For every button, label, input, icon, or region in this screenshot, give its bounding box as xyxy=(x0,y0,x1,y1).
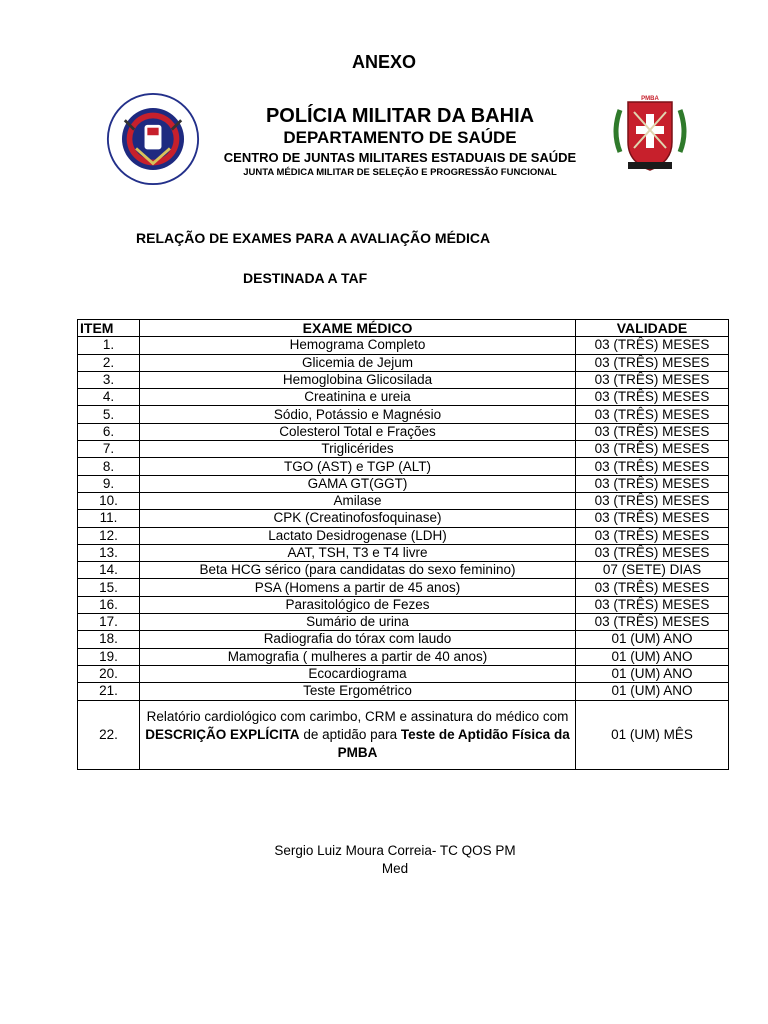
table-row xyxy=(78,492,729,509)
row-item: 17. xyxy=(78,614,140,631)
pmba-logo-text: PMBA xyxy=(641,96,659,102)
row-item: 11. xyxy=(78,510,140,527)
table-row xyxy=(78,614,729,631)
table-row xyxy=(78,596,729,613)
exam-emphasis: DESCRIÇÃO EXPLÍCITA xyxy=(145,726,300,742)
row-exam: Hemoglobina Glicosilada xyxy=(140,371,576,388)
table-row xyxy=(78,648,729,665)
pmba-health-shield-logo xyxy=(610,92,690,178)
row-exam: Amilase xyxy=(140,492,576,509)
row-exam: GAMA GT(GGT) xyxy=(140,475,576,492)
row-validity: 03 (TRÊS) MESES xyxy=(576,510,729,527)
exams-table xyxy=(77,319,729,770)
row-exam: CPK (Creatinofosfoquinase) xyxy=(140,510,576,527)
pm-bahia-seal-logo xyxy=(106,92,200,186)
row-exam: Radiografia do tórax com laudo xyxy=(140,631,576,648)
table-row xyxy=(78,683,729,700)
row-exam: Beta HCG sérico (para candidatas do sexo feminino) xyxy=(140,562,576,579)
table-row xyxy=(78,700,729,769)
row-exam: TGO (AST) e TGP (ALT) xyxy=(140,458,576,475)
table-row xyxy=(78,510,729,527)
exams-table-body xyxy=(78,337,729,700)
row-validity: 03 (TRÊS) MESES xyxy=(576,371,729,388)
row-exam: AAT, TSH, T3 e T4 livre xyxy=(140,544,576,561)
row-item: 20. xyxy=(78,665,140,682)
row-item: 21. xyxy=(78,683,140,700)
document-subtitle: DESTINADA A TAF xyxy=(243,270,368,286)
row-item: 15. xyxy=(78,579,140,596)
row-validity: 01 (UM) MÊS xyxy=(576,700,729,769)
institution-header xyxy=(190,104,610,179)
row-validity: 03 (TRÊS) MESES xyxy=(576,596,729,613)
row-item: 2. xyxy=(78,354,140,371)
row-item: 8. xyxy=(78,458,140,475)
table-row xyxy=(78,631,729,648)
row-validity: 03 (TRÊS) MESES xyxy=(576,579,729,596)
junta-name: JUNTA MÉDICA MILITAR DE SELEÇÃO E PROGRESSÃO FUNCIONAL xyxy=(243,167,557,178)
row-item: 19. xyxy=(78,648,140,665)
row-validity: 03 (TRÊS) MESES xyxy=(576,475,729,492)
row-exam: Lactato Desidrogenase (LDH) xyxy=(140,527,576,544)
row-exam: Parasitológico de Fezes xyxy=(140,596,576,613)
table-row xyxy=(78,527,729,544)
table-row xyxy=(78,406,729,423)
header-validity: VALIDADE xyxy=(576,320,729,337)
center-name: CENTRO DE JUNTAS MILITARES ESTADUAIS DE SAÚDE xyxy=(223,150,577,165)
department-name: DEPARTAMENTO DE SAÚDE xyxy=(283,128,517,147)
row-exam xyxy=(140,700,576,769)
row-item: 4. xyxy=(78,389,140,406)
document-title: RELAÇÃO DE EXAMES PARA A AVALIAÇÃO MÉDICA xyxy=(136,230,491,246)
row-exam: Sumário de urina xyxy=(140,614,576,631)
table-row xyxy=(78,441,729,458)
row-validity: 03 (TRÊS) MESES xyxy=(576,544,729,561)
row-item: 5. xyxy=(78,406,140,423)
row-item: 7. xyxy=(78,441,140,458)
table-row xyxy=(78,389,729,406)
table-row xyxy=(78,458,729,475)
row-item: 16. xyxy=(78,596,140,613)
row-item: 12. xyxy=(78,527,140,544)
row-item: 10. xyxy=(78,492,140,509)
row-validity: 03 (TRÊS) MESES xyxy=(576,354,729,371)
exam-text: Relatório cardiológico com carimbo, CRM e assinatura do médico com xyxy=(146,708,569,724)
row-item: 6. xyxy=(78,423,140,440)
row-validity: 03 (TRÊS) MESES xyxy=(576,614,729,631)
exam-emphasis: Teste de Aptidão Física da PMBA xyxy=(337,726,570,760)
table-row xyxy=(78,579,729,596)
row-validity: 01 (UM) ANO xyxy=(576,665,729,682)
row-item: 13. xyxy=(78,544,140,561)
row-item: 22. xyxy=(78,700,140,769)
row-exam: Hemograma Completo xyxy=(140,337,576,354)
row-validity: 01 (UM) ANO xyxy=(576,648,729,665)
header-item: ITEM xyxy=(78,320,140,337)
row-validity: 03 (TRÊS) MESES xyxy=(576,423,729,440)
row-exam: Sódio, Potássio e Magnésio xyxy=(140,406,576,423)
row-item: 1. xyxy=(78,337,140,354)
table-row xyxy=(78,665,729,682)
row-validity: 01 (UM) ANO xyxy=(576,683,729,700)
row-exam: Ecocardiograma xyxy=(140,665,576,682)
exam-text: de aptidão para xyxy=(299,726,401,742)
row-exam: Triglicérides xyxy=(140,441,576,458)
row-validity: 07 (SETE) DIAS xyxy=(576,562,729,579)
row-validity: 03 (TRÊS) MESES xyxy=(576,337,729,354)
table-row xyxy=(78,371,729,388)
organization-name: POLÍCIA MILITAR DA BAHIA xyxy=(265,105,535,127)
table-row xyxy=(78,475,729,492)
signature-name: Sergio Luiz Moura Correia- TC QOS PM xyxy=(274,843,516,858)
row-validity: 03 (TRÊS) MESES xyxy=(576,389,729,406)
row-item: 3. xyxy=(78,371,140,388)
signature-role: Med xyxy=(381,861,409,876)
row-validity: 03 (TRÊS) MESES xyxy=(576,527,729,544)
header-exam: EXAME MÉDICO xyxy=(140,320,576,337)
row-validity: 03 (TRÊS) MESES xyxy=(576,441,729,458)
table-row xyxy=(78,354,729,371)
table-header-row xyxy=(78,320,729,337)
table-row xyxy=(78,544,729,561)
table-row xyxy=(78,337,729,354)
row-validity: 03 (TRÊS) MESES xyxy=(576,492,729,509)
row-validity: 01 (UM) ANO xyxy=(576,631,729,648)
table-row xyxy=(78,562,729,579)
row-validity: 03 (TRÊS) MESES xyxy=(576,458,729,475)
row-exam: Creatinina e ureia xyxy=(140,389,576,406)
row-exam: PSA (Homens a partir de 45 anos) xyxy=(140,579,576,596)
row-exam: Teste Ergométrico xyxy=(140,683,576,700)
row-exam: Colesterol Total e Frações xyxy=(140,423,576,440)
row-item: 9. xyxy=(78,475,140,492)
row-item: 18. xyxy=(78,631,140,648)
row-item: 14. xyxy=(78,562,140,579)
signature-block xyxy=(0,842,768,878)
table-row xyxy=(78,423,729,440)
row-validity: 03 (TRÊS) MESES xyxy=(576,406,729,423)
row-exam: Glicemia de Jejum xyxy=(140,354,576,371)
annex-title: ANEXO xyxy=(351,52,416,72)
row-exam: Mamografia ( mulheres a partir de 40 anos) xyxy=(140,648,576,665)
